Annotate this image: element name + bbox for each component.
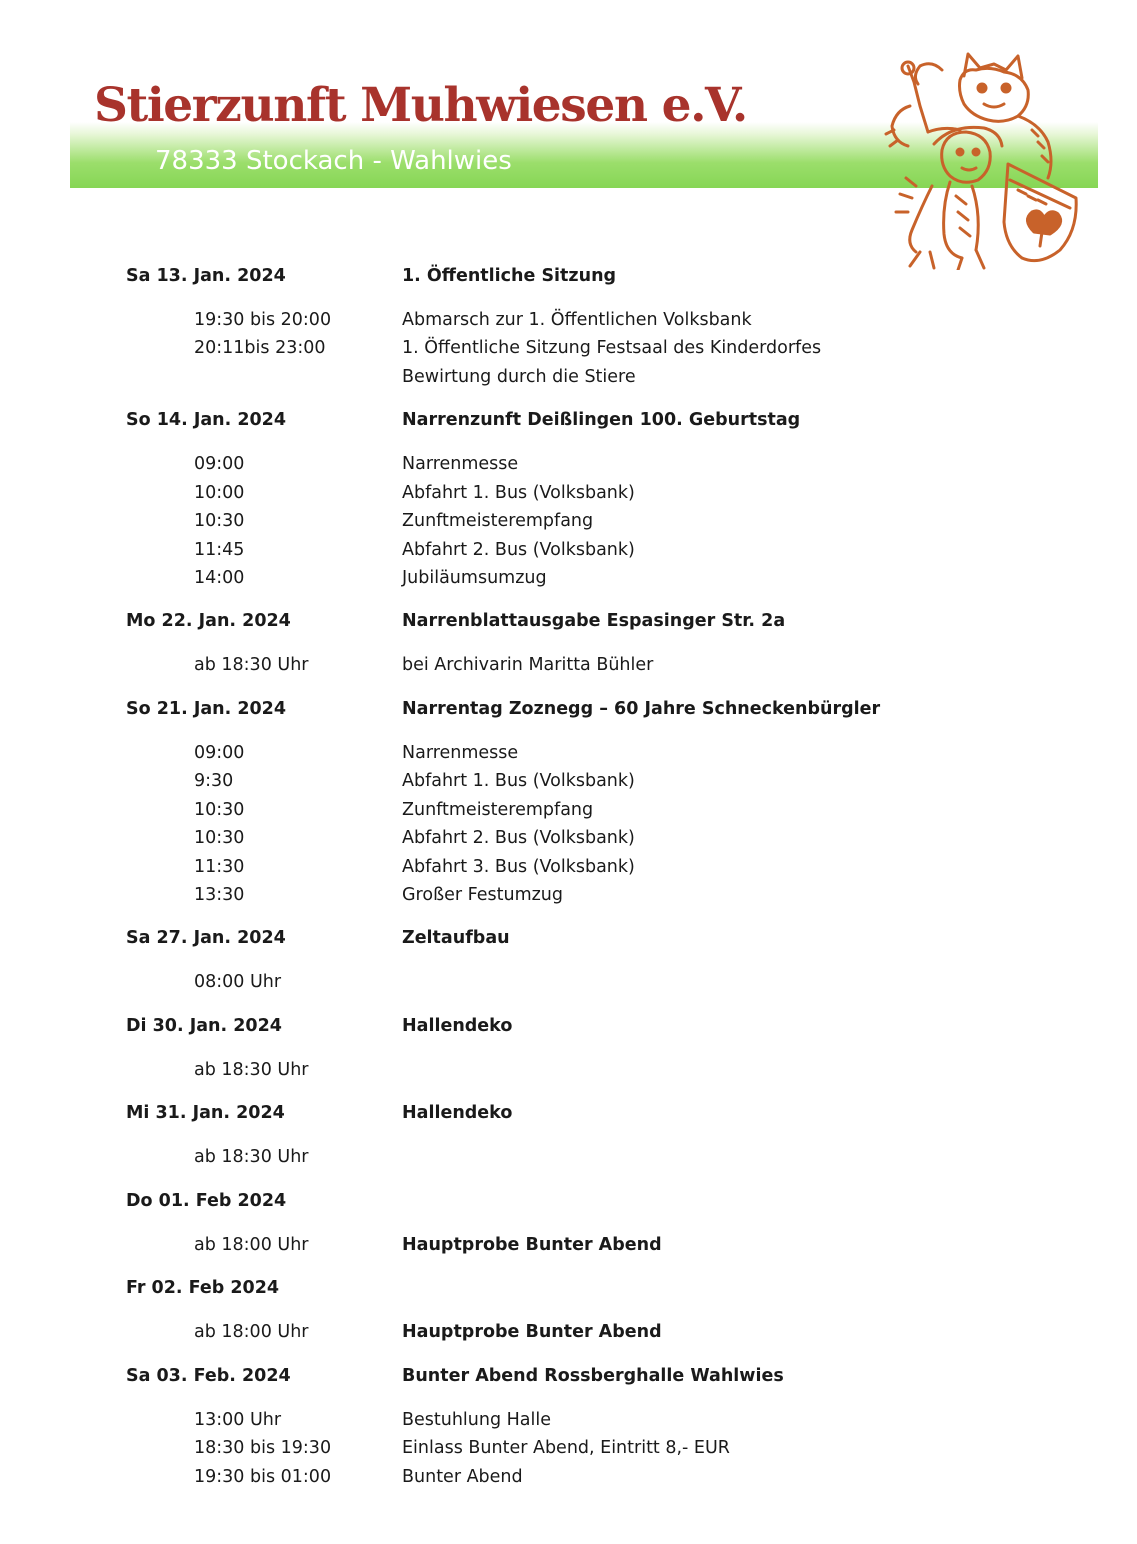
schedule-day-row: [0, 924, 1137, 952]
schedule-entry-row: [0, 651, 1137, 679]
carnival-crest-icon: [872, 46, 1094, 270]
schedule-entry-row: [0, 479, 1137, 507]
entry-time: 11:45: [194, 539, 245, 560]
entry-time: 14:00: [194, 567, 245, 588]
schedule-entry-row: [0, 507, 1137, 535]
entry-event-title: Hauptprobe Bunter Abend: [402, 1322, 662, 1343]
schedule-day-row: [0, 695, 1137, 723]
day-date: Do 01. Feb 2024: [126, 1190, 287, 1211]
entry-time: ab 18:30 Uhr: [194, 655, 309, 676]
entry-description: Narrenmesse: [402, 454, 519, 475]
schedule-day-row: [0, 1274, 1137, 1302]
day-date: Fr 02. Feb 2024: [126, 1278, 280, 1299]
entry-description: Bestuhlung Halle: [402, 1409, 552, 1430]
day-date: So 21. Jan. 2024: [126, 698, 287, 719]
schedule-entry-row: [0, 767, 1137, 795]
entry-time: 10:30: [194, 828, 245, 849]
entry-description: Abmarsch zur 1. Öffentlichen Volksbank: [402, 310, 752, 330]
entry-time: ab 18:00 Uhr: [194, 1322, 309, 1343]
schedule-entry-row: [0, 334, 1137, 362]
schedule-day-row: [0, 1012, 1137, 1040]
organization-name: Stierzunft Muhwiesen e.V.: [94, 78, 747, 133]
entry-time: 9:30: [194, 771, 234, 792]
entry-time: ab 18:30 Uhr: [194, 1059, 309, 1080]
day-date: Mo 22. Jan. 2024: [126, 611, 291, 632]
schedule-day-row: [0, 1187, 1137, 1215]
day-event-title: Narrenzunft Deißlingen 100. Geburtstag: [402, 410, 801, 431]
entry-description: Großer Festumzug: [402, 884, 564, 905]
entry-time: ab 18:30 Uhr: [194, 1147, 309, 1168]
day-date: Sa 03. Feb. 2024: [126, 1365, 291, 1386]
schedule-entry-row: [0, 853, 1137, 881]
entry-time: 19:30 bis 20:00: [194, 310, 332, 330]
entry-description: Bunter Abend: [402, 1466, 523, 1487]
page-header: [0, 0, 1137, 270]
entry-description: bei Archivarin Maritta Bühler: [402, 655, 654, 676]
schedule-day-row: [0, 262, 1137, 290]
entry-time: 11:30: [194, 856, 245, 877]
day-event-title: Hallendeko: [402, 1103, 513, 1124]
day-date: So 14. Jan. 2024: [126, 410, 287, 431]
entry-event-title: Hauptprobe Bunter Abend: [402, 1234, 662, 1255]
entry-time: ab 18:00 Uhr: [194, 1234, 309, 1255]
schedule-entry-row: [0, 968, 1137, 996]
entry-time: 18:30 bis 19:30: [194, 1438, 332, 1459]
schedule-entry-row: [0, 1143, 1137, 1171]
entry-description: Zunftmeisterempfang: [402, 511, 594, 532]
day-event-title: Bunter Abend Rossberghalle Wahlwies: [402, 1365, 784, 1386]
entry-time: 19:30 bis 01:00: [194, 1466, 332, 1487]
entry-description: Abfahrt 1. Bus (Volksbank): [402, 482, 635, 503]
day-event-title: 1. Öffentliche Sitzung: [402, 266, 617, 286]
entry-time: 20:11bis 23:00: [194, 338, 326, 359]
schedule-entry-row: [0, 1056, 1137, 1084]
schedule-entry-row: [0, 363, 1137, 391]
entry-description: 1. Öffentliche Sitzung Festsaal des Kinderdorfes: [402, 338, 822, 359]
day-event-title: Narrenblattausgabe Espasinger Str. 2a: [402, 611, 786, 632]
schedule-entry-row: [0, 450, 1137, 478]
schedule-entry-row: [0, 824, 1137, 852]
day-date: Mi 31. Jan. 2024: [126, 1103, 285, 1124]
entry-time: 09:00: [194, 454, 245, 475]
schedule-entry-row: [0, 796, 1137, 824]
entry-description: Abfahrt 2. Bus (Volksbank): [402, 828, 635, 849]
entry-description: Zunftmeisterempfang: [402, 799, 594, 820]
entry-time: 13:30: [194, 884, 245, 905]
entry-description: Einlass Bunter Abend, Eintritt 8,- EUR: [402, 1438, 730, 1459]
schedule-day-row: [0, 1362, 1137, 1390]
schedule-entry-row: [0, 739, 1137, 767]
schedule-entry-row: [0, 1434, 1137, 1462]
schedule-day-row: [0, 406, 1137, 434]
schedule-entry-row: [0, 1318, 1137, 1346]
schedule-entry-row: [0, 1231, 1137, 1259]
organization-address: 78333 Stockach - Wahlwies: [155, 146, 512, 176]
entry-time: 09:00: [194, 742, 245, 763]
day-date: Sa 13. Jan. 2024: [126, 266, 286, 286]
schedule-entry-row: [0, 306, 1137, 334]
day-event-title: Zeltaufbau: [402, 928, 510, 949]
entry-description: Abfahrt 3. Bus (Volksbank): [402, 856, 635, 877]
entry-time: 10:30: [194, 799, 245, 820]
entry-time: 10:00: [194, 482, 245, 503]
day-event-title: Narrentag Zoznegg – 60 Jahre Schneckenbürgler: [402, 698, 881, 719]
entry-description: Bewirtung durch die Stiere: [402, 366, 636, 387]
entry-description: Abfahrt 1. Bus (Volksbank): [402, 771, 635, 792]
day-date: Sa 27. Jan. 2024: [126, 928, 286, 949]
schedule-entry-row: [0, 1406, 1137, 1434]
entry-description: Jubiläumsumzug: [402, 567, 547, 588]
entry-description: Narrenmesse: [402, 742, 519, 763]
schedule-day-row: [0, 1099, 1137, 1127]
entry-time: 08:00 Uhr: [194, 972, 282, 993]
schedule-entry-row: [0, 881, 1137, 909]
entry-description: Abfahrt 2. Bus (Volksbank): [402, 539, 635, 560]
day-date: Di 30. Jan. 2024: [126, 1015, 282, 1036]
day-event-title: Hallendeko: [402, 1015, 513, 1036]
schedule-entry-row: [0, 1463, 1137, 1491]
schedule-entry-row: [0, 564, 1137, 592]
entry-time: 10:30: [194, 511, 245, 532]
schedule-entry-row: [0, 536, 1137, 564]
schedule-day-row: [0, 607, 1137, 635]
entry-time: 13:00 Uhr: [194, 1409, 282, 1430]
